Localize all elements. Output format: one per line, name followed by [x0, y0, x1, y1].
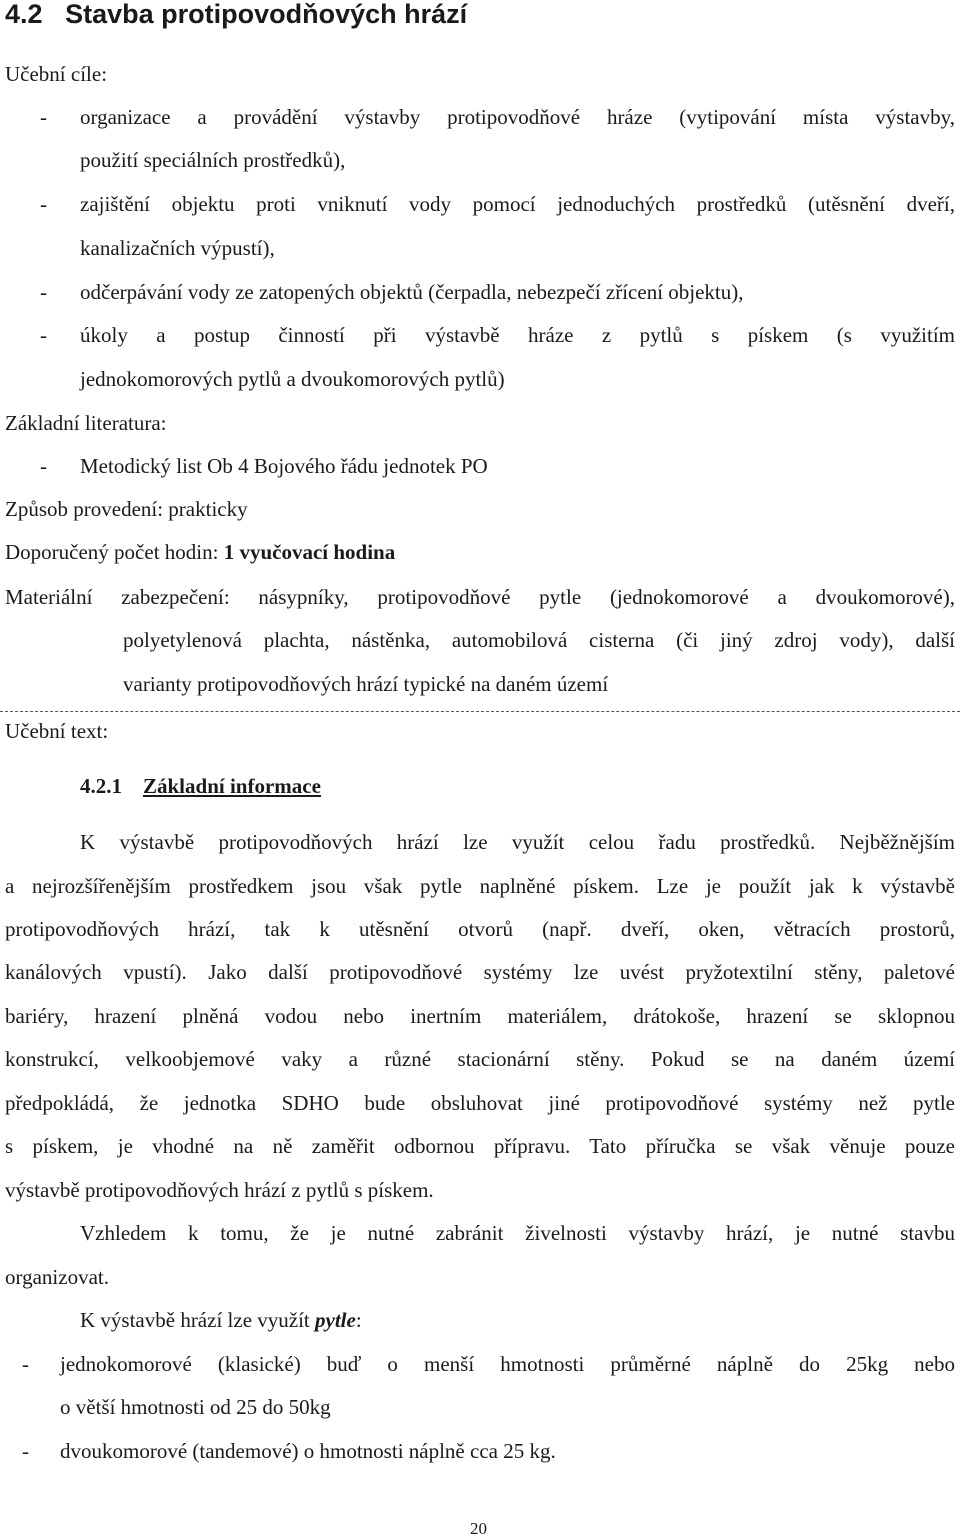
bags-intro-suffix: : — [355, 1308, 362, 1332]
bag-type-2-line-1: dvoukomorové (tandemové) o hmotnosti náplně cca 25 kg. — [60, 1439, 556, 1463]
paragraph-line: protipovodňových hrází, tak k utěsnění otvorů (např. dveří, oken, větracích prostorů, — [5, 917, 955, 941]
bullet-dash: - — [40, 192, 47, 216]
bags-intro-emphasis: pytle — [315, 1308, 356, 1332]
paragraph-line: Vzhledem k tomu, že je nutné zabránit živelnosti výstavby hrází, je nutné stavbu — [80, 1221, 955, 1245]
bullet-dash: - — [40, 280, 47, 304]
materials-line-1: Materiální zabezpečení: násypníky, protipovodňové pytle (jednokomorové a dvoukomorové), — [5, 585, 955, 609]
section-title: Základní informace — [143, 774, 321, 798]
bullet-dash: - — [22, 1352, 29, 1376]
objective-2-line-1: zajištění objektu proti vniknutí vody pomocí jednoduchých prostředků (utěsnění dveří, — [80, 192, 955, 216]
paragraph-line: s pískem, je vhodné na ně zaměřit odbornou přípravu. Tato příručka se však věnuje pouze — [5, 1134, 955, 1158]
bullet-dash: - — [22, 1439, 29, 1463]
literature-label: Základní literatura: — [5, 411, 167, 435]
objective-2-line-2: kanalizačních výpustí), — [80, 236, 275, 260]
paragraph-line: a nejrozšířenějším prostředkem jsou však pytle naplněné pískem. Lze je použít jak k výstavbě — [5, 874, 955, 898]
bullet-dash: - — [40, 454, 47, 478]
bullet-dash: - — [40, 105, 47, 129]
materials-line-3: varianty protipovodňových hrází typické na daném území — [123, 672, 609, 696]
objective-1-line-2: použití speciálních prostředků), — [80, 148, 346, 172]
paragraph-line: kanálových vpustí). Jako další protipovodňové systémy lze uvést pryžotextilní stěny, paletové — [5, 960, 955, 984]
section-number: 4.2.1 — [80, 774, 122, 798]
objective-1-line-1: organizace a provádění výstavby protipovodňové hráze (vytipování místa výstavby, — [80, 105, 955, 129]
bullet-dash: - — [40, 323, 47, 347]
bags-intro-prefix: K výstavbě hrází lze využít — [80, 1308, 315, 1332]
paragraph-line: K výstavbě protipovodňových hrází lze využít celou řadu prostředků. Nejběžnějším — [80, 830, 955, 854]
objective-3-line-1: odčerpávání vody ze zatopených objektů (čerpadla, nebezpečí zřícení objektu), — [80, 280, 744, 304]
objective-4-line-1: úkoly a postup činností při výstavbě hráze z pytlů s pískem (s využitím — [80, 323, 955, 347]
materials-line-2: polyetylenová plachta, nástěnka, automobilová cisterna (či jiný zdroj vody), další — [123, 628, 955, 652]
page-number: 20 — [470, 1519, 487, 1538]
bags-intro — [80, 1308, 362, 1332]
paragraph-line: bariéry, hrazení plněná vodou nebo inertním materiálem, drátokoše, hrazení se sklopnou — [5, 1004, 955, 1028]
literature-item-1: Metodický list Ob 4 Bojového řádu jednotek PO — [80, 454, 488, 478]
section-heading — [80, 774, 321, 798]
bag-type-1-line-2: o větší hmotnosti od 25 do 50kg — [60, 1395, 331, 1419]
text-label: Učební text: — [5, 719, 109, 743]
paragraph-line: výstavbě protipovodňových hrází z pytlů s pískem. — [5, 1178, 434, 1202]
heading-number: 4.2 — [5, 0, 43, 29]
paragraph-line: předpokládá, že jednotka SDHO bude obsluhovat jiné protipovodňové systémy než pytle — [5, 1091, 955, 1115]
objective-4-line-2: jednokomorových pytlů a dvoukomorových pytlů) — [80, 367, 505, 391]
hours-line — [5, 540, 395, 564]
paragraph-line: konstrukcí, velkoobjemové vaky a různé stacionární stěny. Pokud se na daném území — [5, 1047, 955, 1071]
paragraph-line: organizovat. — [5, 1265, 109, 1289]
heading-title: Stavba protipovodňových hrází — [65, 0, 468, 29]
method-line: Způsob provedení: prakticky — [5, 497, 248, 521]
objectives-label: Učební cíle: — [5, 62, 108, 86]
section-divider — [0, 711, 960, 712]
bag-type-1-line-1: jednokomorové (klasické) buď o menší hmotnosti průměrné náplně do 25kg nebo — [60, 1352, 955, 1376]
hours-label: Doporučený počet hodin: — [5, 540, 219, 564]
hours-value: 1 vyučovací hodina — [218, 540, 396, 564]
page-heading — [5, 0, 467, 30]
